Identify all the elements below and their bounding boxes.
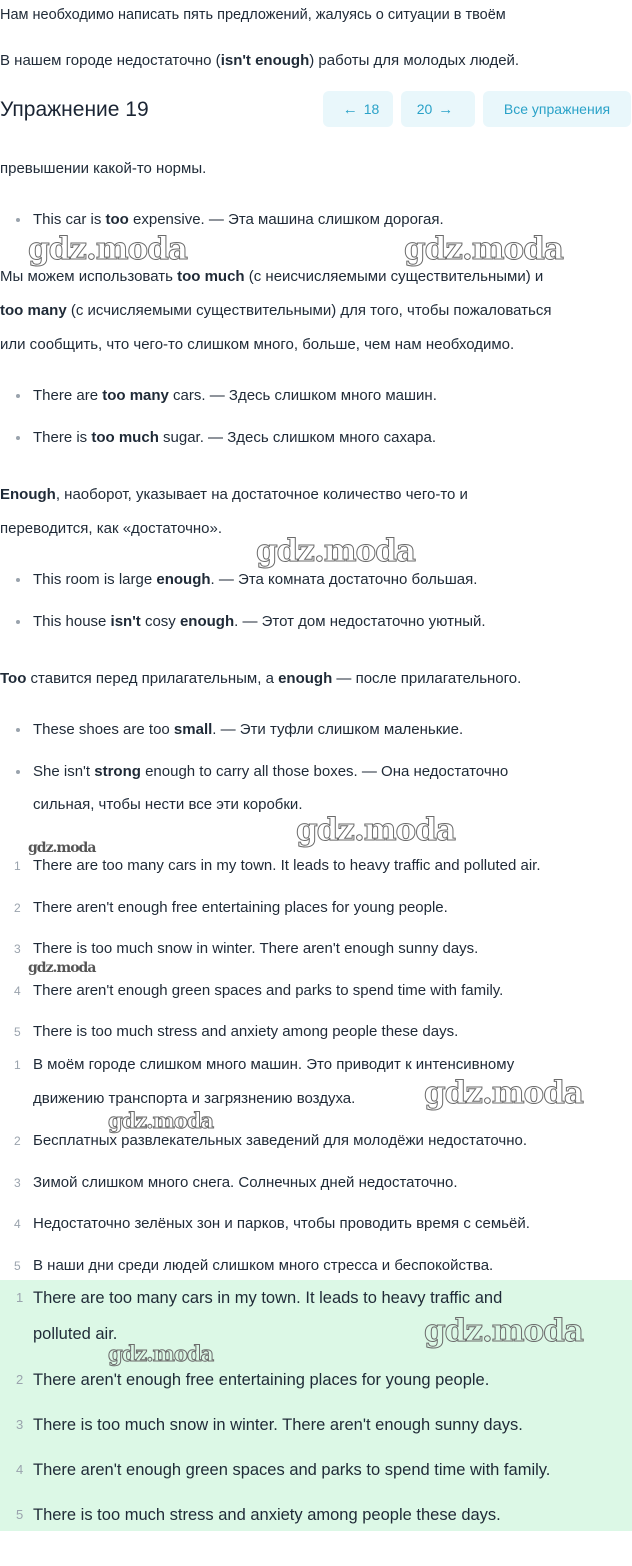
list-item: 4 There aren't enough green spaces and parks to spend time with family. — [14, 982, 504, 999]
watermark: gdz.moda — [424, 1075, 583, 1111]
list-item: 1 В моём городе слишком много машин. Это приводит к интенсивному движению транспорта и загрязнению воздуха. — [14, 1056, 515, 1107]
paragraph-too-much-1: Мы можем использовать too much (с неисчисляемыми существительными) и — [0, 268, 544, 285]
list-item: These shoes are too small. — Эти туфли слишком маленькие. — [0, 720, 508, 762]
intro-line-2: В нашем городе недостаточно (isn't enough) работы для молодых людей. — [0, 52, 520, 69]
paragraph-enough-2: переводится, как «достаточно». — [0, 520, 223, 537]
list-item: This car is too expensive. — Эта машина слишком дорогая. — [0, 210, 444, 252]
prev-exercise-button[interactable]: ← 18 — [323, 91, 393, 127]
list-item: 4 Недостаточно зелёных зон и парков, чтобы проводить время с семьёй. — [14, 1215, 530, 1232]
next-exercise-button[interactable]: 20 → — [401, 91, 475, 127]
theory-partial-line: превышении какой-то нормы. — [0, 160, 207, 177]
intro-line-1: Нам необходимо написать пять предложений, жалуясь о ситуации в твоём — [0, 7, 506, 23]
list-item: 2 There aren't enough free entertaining places for young people. — [14, 899, 448, 916]
list-item: 3 There is too much snow in winter. There aren't enough sunny days. — [16, 1416, 523, 1434]
watermark: gdz.moda — [28, 960, 96, 976]
paragraph-too-much-3: или сообщить, что чего-то слишком много, больше, чем нам необходимо. — [0, 336, 515, 353]
list-item: 4 There aren't enough green spaces and parks to spend time with family. — [16, 1461, 551, 1479]
list-item: 2 There aren't enough free entertaining places for young people. — [16, 1371, 490, 1389]
exercise-header — [0, 88, 632, 134]
watermark: gdz.moda — [108, 1341, 214, 1366]
example-continuation: сильная, чтобы нести все эти коробки. — [33, 796, 303, 813]
list-item: 1 There are too many cars in my town. It leads to heavy traffic and polluted air. — [14, 857, 541, 874]
list-item: 5 В наши дни среди людей слишком много стресса и беспокойства. — [14, 1257, 494, 1274]
paragraph-too-much-2: too many (с исчисляемыми существительными) для того, чтобы пожаловаться — [0, 302, 552, 319]
arrow-right-icon: → — [438, 100, 454, 118]
list-item: This room is large enough. — Эта комната достаточно большая. — [0, 570, 486, 612]
watermark: gdz.moda — [256, 533, 415, 569]
example-list-position — [0, 720, 508, 782]
watermark: gdz.moda — [424, 1313, 583, 1349]
all-exercises-button[interactable]: Все упражнения — [483, 91, 631, 127]
example-list-enough — [0, 570, 486, 654]
watermark: gdz.moda — [404, 231, 563, 267]
list-item: She isn't strong enough to carry all those boxes. — Она недостаточно — [0, 762, 508, 782]
list-item: 3 Зимой слишком много снега. Солнечных дней недостаточно. — [14, 1174, 458, 1191]
list-item: There are too many cars. — Здесь слишком много машин. — [0, 386, 437, 428]
list-item: There is too much sugar. — Здесь слишком много сахара. — [0, 428, 437, 470]
arrow-left-icon: ← — [342, 100, 358, 118]
paragraph-position: Too ставится перед прилагательным, а enough — после прилагательного. — [0, 670, 522, 687]
example-list-many-much — [0, 386, 437, 470]
list-item: 5 There is too much stress and anxiety among people these days. — [14, 1023, 459, 1040]
list-item: 3 There is too much snow in winter. There aren't enough sunny days. — [14, 940, 479, 957]
watermark: gdz.moda — [108, 1108, 214, 1133]
list-item: This house isn't cosy enough. — Этот дом недостаточно уютный. — [0, 612, 486, 654]
paragraph-enough-1: Enough, наоборот, указывает на достаточное количество чего-то и — [0, 486, 468, 503]
page-title: Упражнение 19 — [0, 98, 149, 121]
list-item: 1 There are too many cars in my town. It leads to heavy traffic and polluted air. — [16, 1289, 503, 1343]
watermark: gdz.moda — [296, 812, 455, 848]
list-item: 2 Бесплатных развлекательных заведений для молодёжи недостаточно. — [14, 1132, 528, 1149]
watermark: gdz.moda — [28, 840, 96, 856]
list-item: 5 There is too much stress and anxiety among people these days. — [16, 1506, 501, 1524]
watermark: gdz.moda — [28, 231, 187, 267]
